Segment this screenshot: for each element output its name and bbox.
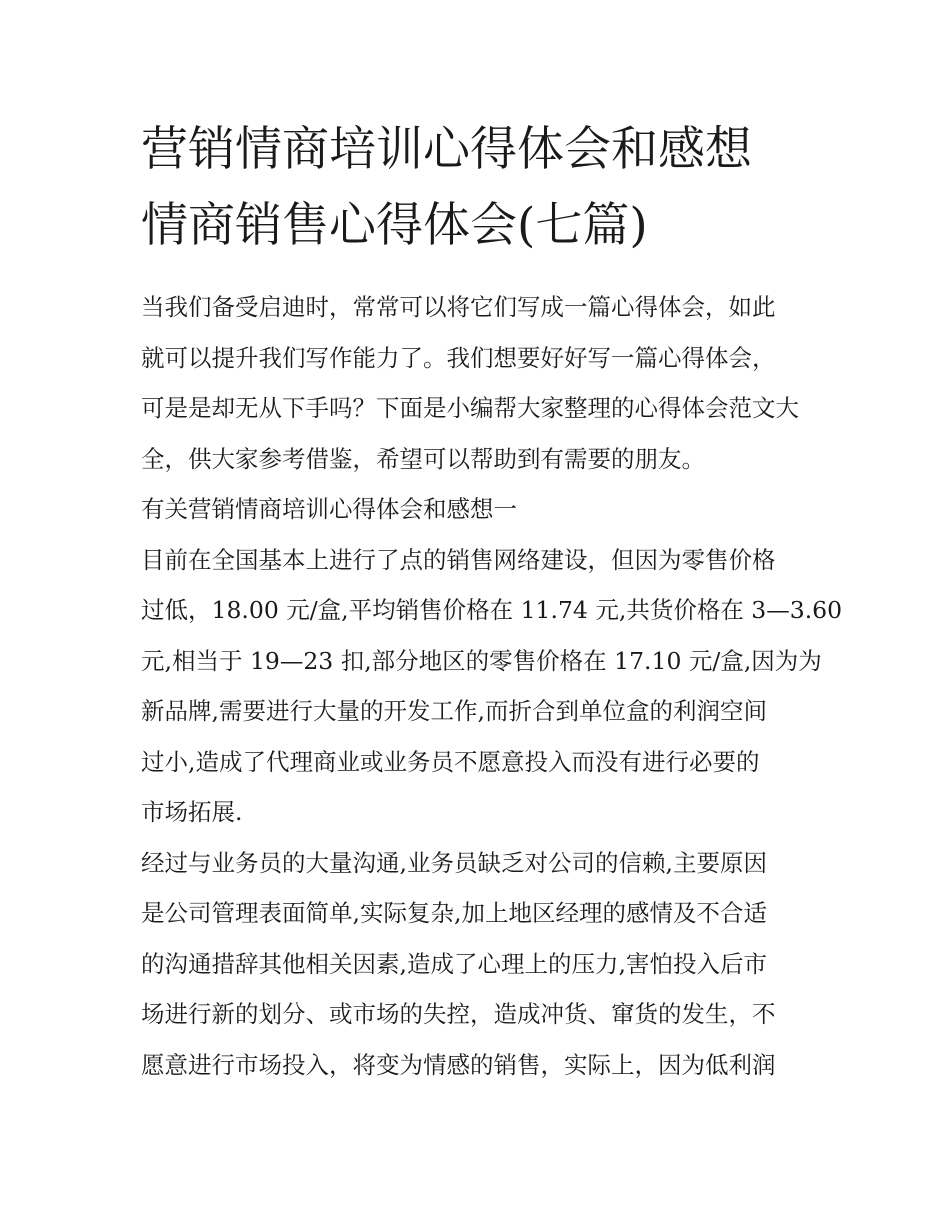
- text-line: 当我们备受启迪时，常常可以将它们写成一篇心得体会，如此: [141, 293, 776, 321]
- text-line: 过小,造成了代理商业或业务员不愿意投入而没有进行必要的: [141, 747, 760, 776]
- text-line: 目前在全国基本上进行了点的销售网络建设，但因为零售价格: [141, 545, 776, 574]
- text-line: 经过与业务员的大量沟通,业务员缺乏对公司的信赖,主要原因: [141, 848, 767, 877]
- text-line: 全，供大家参考借鉴，希望可以帮助到有需要的朋友。: [141, 444, 705, 473]
- text-line: 就可以提升我们写作能力了。我们想要好好写一篇心得体会，: [141, 343, 776, 372]
- body-paragraph-2: [141, 838, 813, 1091]
- text-line: 元,相当于 19—23 扣,部分地区的零售价格在 17.10 元/盒,因为为: [141, 646, 822, 675]
- text-line: 的沟通措辞其他相关因素,造成了心理上的压力,害怕投入后市: [141, 949, 767, 978]
- document-title: [141, 112, 813, 264]
- text-line: 是公司管理表面简单,实际复杂,加上地区经理的感情及不合适: [141, 899, 767, 927]
- text-line: 市场拓展.: [141, 798, 243, 826]
- text-line: 愿意进行市场投入，将变为情感的销售，实际上，因为低利润: [141, 1050, 776, 1079]
- text-line: 可是是却无从下手吗？下面是小编帮大家整理的心得体会范文大: [141, 394, 799, 422]
- text-line: 过低，18.00 元/盒,平均销售价格在 11.74 元,共货价格在 3—3.60: [141, 596, 843, 624]
- text-line: 场进行新的划分、或市场的失控，造成冲货、窜货的发生，不: [141, 1000, 776, 1028]
- intro-paragraph: [141, 282, 813, 484]
- title-line: 情商销售心得体会(七篇): [141, 198, 648, 253]
- document-page: [141, 112, 843, 1090]
- section-heading: 有关营销情商培训心得体会和感想一: [141, 495, 517, 523]
- title-line: 营销情商培训心得体会和感想: [141, 122, 752, 177]
- body-paragraph-1: [141, 535, 843, 838]
- text-line: 新品牌,需要进行大量的开发工作,而折合到单位盒的利润空间: [141, 697, 767, 725]
